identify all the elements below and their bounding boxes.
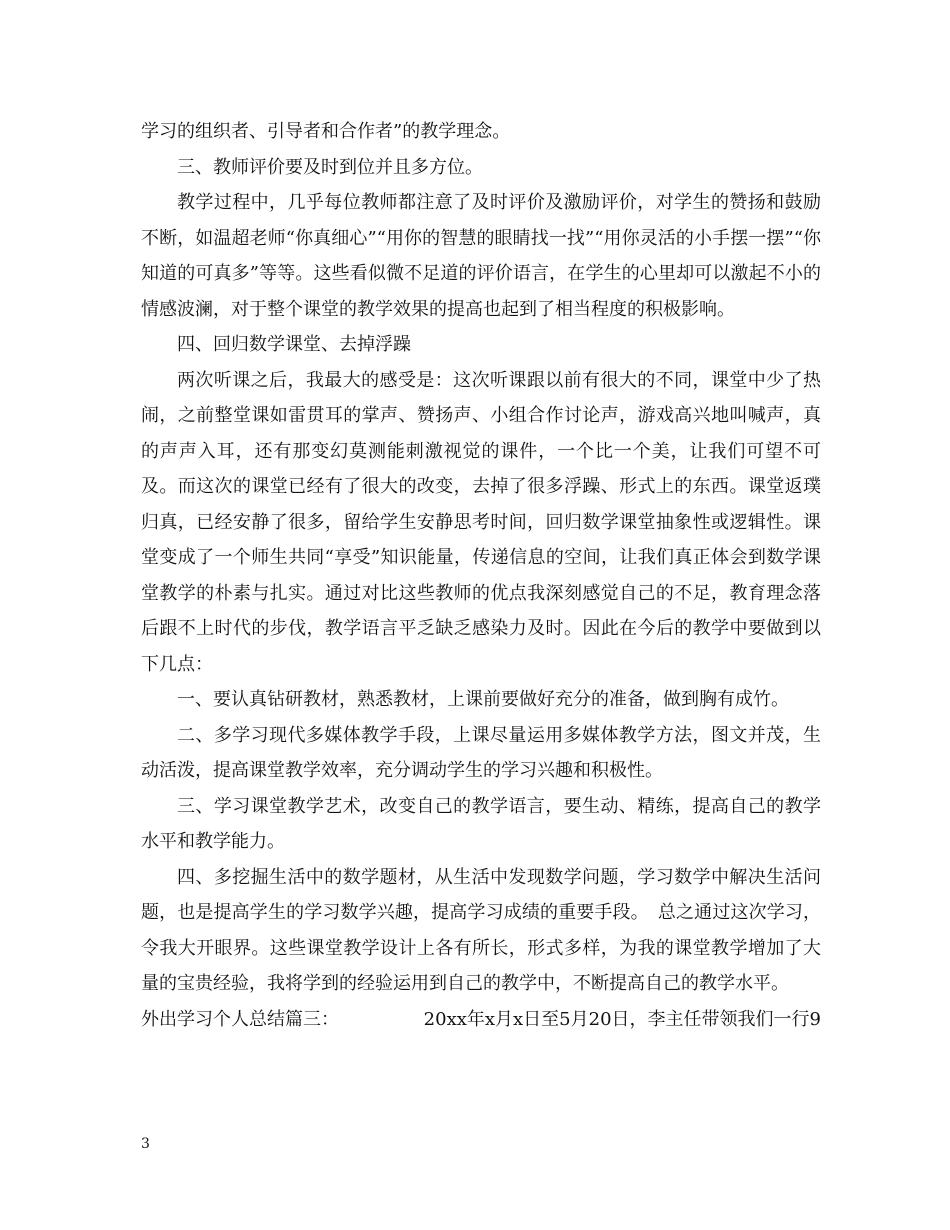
list-item-study-materials: 一、要认真钻研教材，熟悉教材，上课前要做好充分的准备，做到胸有成竹。 — [177, 689, 789, 710]
document-body — [141, 114, 821, 1037]
page-number: 3 — [141, 1136, 150, 1152]
list-item-life-math: 四、多挖掘生活中的数学题材，从生活中发现数学问题，学习数学中解决生活问题，也是提高学生的学习数学兴趣，提高学习成绩的重要手段。 总之通过这次学习，令我大开眼界。这些课堂教学设计上各有所长，形式多样，为我的课堂教学增加了大量的宝贵经验，我将学到的经验运用到自己的教学中，不断提高自己的教学水平。 — [141, 866, 821, 994]
section-heading-teacher-evaluation: 三、教师评价要及时到位并且多方位。 — [177, 156, 483, 178]
list-item-multimedia: 二、多学习现代多媒体教学手段，上课尽量运用多媒体教学方法，图文并茂，生动活泼，提高课堂教学效率，充分调动学生的学习兴趣和积极性。 — [141, 724, 821, 781]
section-heading-return-to-math: 四、回归数学课堂、去掉浮躁 — [177, 334, 411, 355]
next-section-heading: 外出学习个人总结篇三： — [141, 1008, 339, 1030]
list-item-teaching-art: 三、学习课堂教学艺术，改变自己的教学语言，要生动、精练，提高自己的教学水平和教学能力。 — [141, 795, 821, 852]
paragraph-evaluation: 教学过程中，几乎每位教师都注意了及时评价及激励评价，对学生的赞扬和鼓励不断，如温超老师“你真细心”“用你的智慧的眼睛找一找”“用你灵活的小手摆一摆”“你知道的可真多”等等。这些看似微不足道的评价语言，在学生的心里却可以激起不小的情感波澜，对于整个课堂的教学效果的提高也起到了相当程度的积极影响。 — [141, 192, 821, 320]
next-section-text: 20xx年x月x日至5月20日，李主任带领我们一行9 — [423, 1008, 821, 1030]
next-section-line — [141, 1002, 821, 1038]
paragraph-continuation: 学习的组织者、引导者和合作者”的教学理念。 — [141, 121, 511, 142]
paragraph-impressions: 两次听课之后，我最大的感受是：这次听课跟以前有很大的不同，课堂中少了热闹，之前整堂课如雷贯耳的掌声、赞扬声、小组合作讨论声，游戏高兴地叫喊声，真的声声入耳，还有那变幻莫测能刺激视觉的课件，一个比一个美，让我们可望不可及。而这次的课堂已经有了很大的改变，去掉了很多浮躁、形式上的东西。课堂返璞归真，已经安静了很多，留给学生安静思考时间，回归数学课堂抽象性或逻辑性。课堂变成了一个师生共同“享受”知识能量，传递信息的空间，让我们真正体会到数学课堂教学的朴素与扎实。通过对比这些教师的优点我深刻感觉自己的不足，教育理念落后跟不上时代的步伐，教学语言平乏缺乏感染力及时。因此在今后的教学中要做到以下几点： — [141, 369, 821, 675]
